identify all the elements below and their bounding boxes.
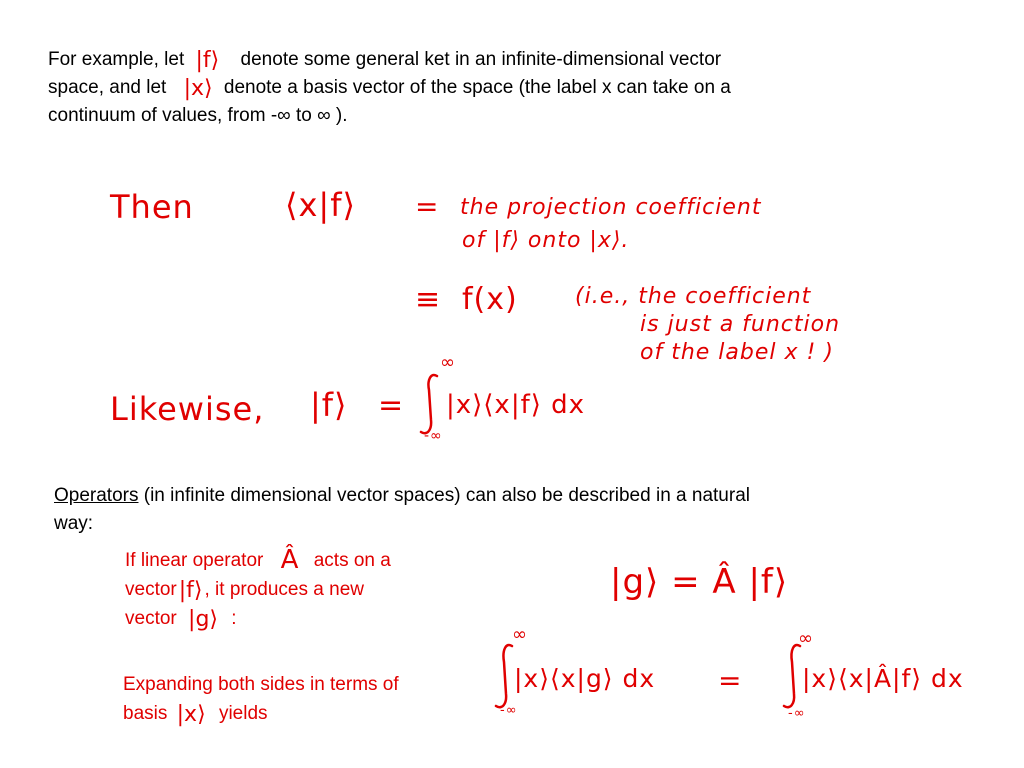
note-ket-g: |g⟩ — [188, 607, 218, 632]
hw-then: Then — [110, 188, 194, 226]
note-expanding-text-3: yields — [218, 703, 268, 724]
note-expanding-line-1 — [123, 670, 483, 699]
operators-line-1 — [54, 482, 954, 510]
operators-text-2: way: — [54, 513, 94, 534]
note-expanding-line-2 — [123, 699, 483, 728]
hw-ie-line-2: is just a function — [640, 312, 841, 337]
intro-line-3 — [48, 102, 948, 130]
note-ket-x: |x⟩ — [176, 702, 206, 727]
operators-title: Operators — [54, 485, 139, 506]
hw-ket-f-lhs: |f⟩ — [310, 386, 348, 424]
hw-projection-line-2: of |f⟩ onto |x⟩. — [462, 228, 630, 253]
eq-lhs-integrand: |x⟩⟨x|g⟩ dx — [514, 664, 656, 693]
operators-line-2 — [54, 510, 954, 538]
hw-bracket-x-f: ⟨x|f⟩ — [285, 186, 356, 224]
eq-equals: = — [718, 664, 743, 697]
hw-likewise: Likewise, — [110, 390, 265, 428]
intro-line-1 — [48, 46, 948, 74]
hw-ie-line-3: of the label x ! ) — [640, 340, 834, 365]
ket-x-symbol: |x⟩ — [183, 76, 213, 101]
hw-f-of-x: f(x) — [462, 282, 518, 317]
note-expanding-text-2: basis — [123, 703, 168, 724]
note-line-1 — [125, 546, 465, 575]
intro-paragraph — [48, 46, 948, 130]
operators-text-1: (in infinite dimensional vector spaces) can also be described in a natural — [138, 485, 750, 506]
eq-upper-limit-lhs: ∞ — [512, 624, 528, 645]
hw-projection-line-1: the projection coefficient — [460, 195, 762, 220]
a-hat-symbol: Â — [280, 545, 299, 575]
note-expanding-text-1: Expanding both sides in terms of — [123, 674, 399, 695]
eq-rhs-integrand: |x⟩⟨x|Â|f⟩ dx — [802, 664, 964, 693]
hw-ie-line-1: (i.e., the coefficient — [575, 284, 812, 309]
eq-lower-limit-lhs: -∞ — [500, 703, 518, 718]
hw-equiv: ≡ — [415, 282, 442, 317]
note-text-2: acts on a — [313, 550, 391, 571]
hw-equals-2: = — [378, 388, 405, 423]
note-text-1: If linear operator — [125, 550, 264, 571]
eq-lower-limit-rhs: -∞ — [788, 706, 806, 721]
intro-text-2: denote some general ket in an infinite-dimensional vector — [240, 49, 722, 70]
hw-upper-limit: ∞ — [440, 352, 456, 373]
note-line-2 — [125, 575, 465, 604]
note-text-6: : — [231, 608, 237, 629]
note-text-5: vector — [125, 608, 177, 629]
note-ket-f: |f⟩ — [178, 578, 203, 603]
intro-text-4: denote a basis vector of the space (the label x can take on a — [223, 77, 731, 98]
note-line-3 — [125, 604, 465, 633]
intro-text-5: continuum of values, from -∞ to ∞ ). — [48, 105, 348, 126]
intro-text-1: For example, let — [48, 49, 185, 70]
hw-equals: = — [415, 190, 440, 223]
hw-g-equation: |g⟩ = Â |f⟩ — [610, 562, 789, 602]
intro-line-2 — [48, 74, 948, 102]
hw-lower-limit: -∞ — [424, 428, 443, 444]
operators-paragraph — [54, 482, 954, 538]
note-expanding — [123, 670, 483, 728]
hw-integrand: |x⟩⟨x|f⟩ dx — [446, 390, 586, 420]
note-operator — [125, 546, 465, 633]
note-text-4: , it produces a new — [204, 579, 364, 600]
note-text-3: vector — [125, 579, 177, 600]
eq-upper-limit-rhs: ∞ — [798, 628, 814, 649]
ket-f-symbol: |f⟩ — [195, 48, 220, 73]
intro-text-3: space, and let — [48, 77, 167, 98]
